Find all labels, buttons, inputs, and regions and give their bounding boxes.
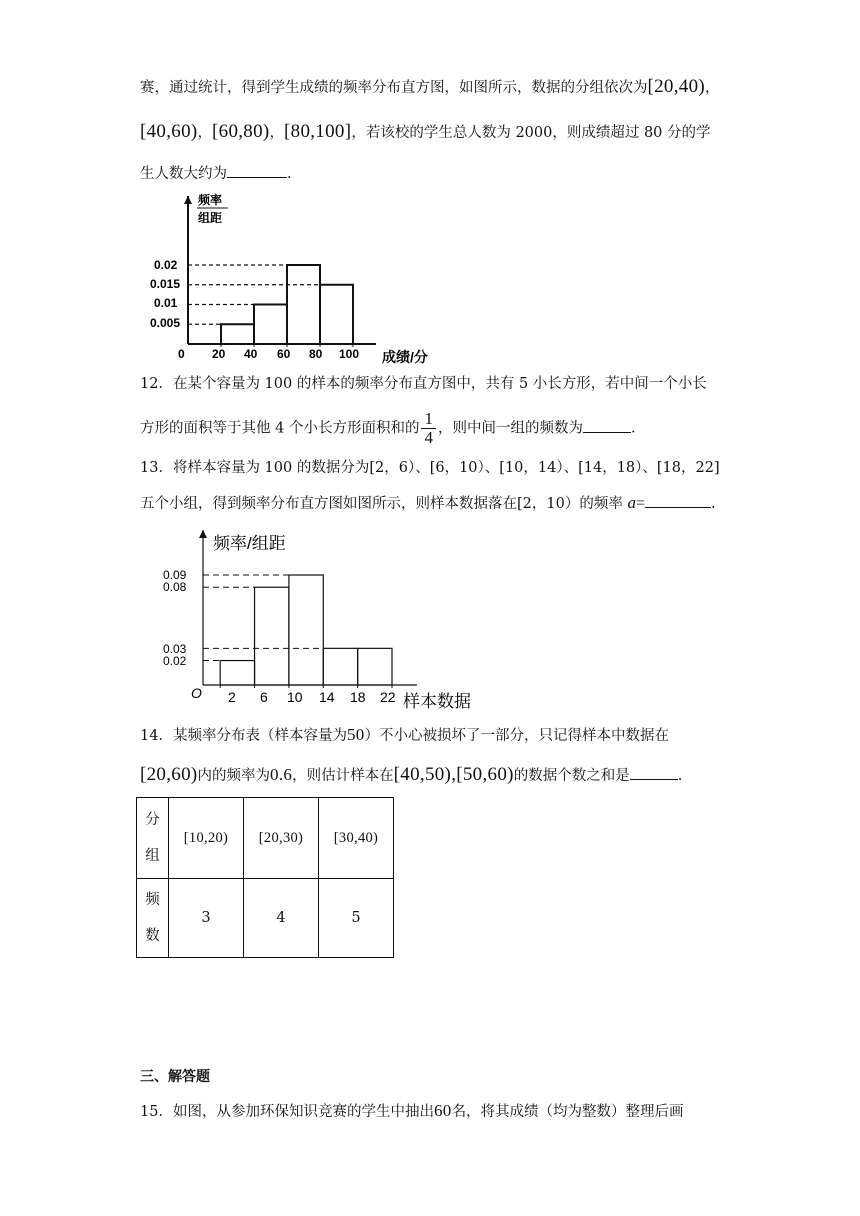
- chart2-origin: O: [191, 685, 202, 701]
- histogram-bar: [287, 265, 320, 344]
- interval-20-40: [20,40): [647, 76, 706, 97]
- chart1-ytick-label: 0.015: [150, 277, 181, 291]
- y-axis-arrow: [184, 196, 192, 204]
- q11-line-2: [40,60)，[60,80)，[80,100]，若该校的学生总人数为 2000，则成绩超过 80 分的学: [140, 121, 711, 142]
- answer-blank: [645, 493, 711, 508]
- answer-blank: [630, 765, 678, 780]
- histogram-bar: [220, 661, 254, 685]
- q12-line-2: 方形的面积等于其他 4 个小长方形面积和的 $\frac{1}{4}$ ，则中间一组的频数为 .: [140, 409, 636, 447]
- q11-line-1: 赛，通过统计，得到学生成绩的频率分布直方图，如图所示，数据的分组依次为[20,40)，: [140, 76, 720, 97]
- chart1-xtick-label: 40: [244, 347, 258, 361]
- chart2-xtick-label: 10: [287, 689, 303, 705]
- chart1-xtick-label: 60: [277, 347, 291, 361]
- histogram-bar: [358, 648, 392, 685]
- table-count-cell: 3: [169, 879, 244, 958]
- histogram-bar: [255, 587, 289, 685]
- chart1-xtick-label: 80: [309, 347, 323, 361]
- q13-line-1: 13．将样本容量为 100 的数据分为[2，6）、[6，10）、[10，14）、[14，18）、[18，22]: [140, 460, 720, 476]
- q14-line-2: [20,60)内的频率为0.6，则估计样本在[40,50),[50,60)的数据个数之和是 .: [140, 764, 683, 785]
- table-group-cell: [30,40): [319, 798, 394, 879]
- histogram-scores: [140, 192, 470, 372]
- q12-line-1: 12．在某个容量为 100 的样本的频率分布直方图中，共有 5 小长方形，若中间一个小长: [140, 376, 707, 392]
- answer-blank: [227, 163, 287, 178]
- table-row: [137, 798, 394, 879]
- table-group-cell: [10,20): [169, 798, 244, 879]
- chart2-ytick-label: 0.09: [163, 568, 187, 582]
- histogram-bar: [289, 575, 323, 685]
- histogram-bar: [320, 285, 353, 344]
- chart1-xlabel: 成绩/分: [382, 349, 428, 365]
- histogram-bar: [221, 324, 254, 344]
- histogram-bar: [323, 648, 357, 685]
- q13-line-2: 五个小组，得到频率分布直方图如图所示，则样本数据落在[2，10）的频率 a= .: [140, 493, 716, 512]
- interval-80-100: [80,100]: [284, 121, 352, 142]
- chart2-ytick-label: 0.02: [163, 654, 187, 668]
- fraction-one-quarter: $\frac{1}{4}$: [421, 410, 436, 447]
- chart1-ytick-label: 0.005: [150, 316, 181, 330]
- y-axis-arrow: [199, 530, 207, 538]
- interval-60-80: [60,80): [212, 121, 270, 142]
- chart2-xtick-label: 14: [319, 689, 335, 705]
- chart1-xtick-label: 100: [339, 347, 360, 361]
- table-count-cell: 5: [319, 879, 394, 958]
- chart1-ytick-label: 0.02: [154, 258, 178, 272]
- chart1-xtick-label: 20: [212, 347, 226, 361]
- chart2-xlabel: 样本数据: [403, 692, 471, 711]
- chart2-xtick-label: 22: [380, 689, 396, 705]
- chart1-ytick-label: 0.01: [154, 296, 178, 310]
- section-title: 三、解答题: [140, 1069, 210, 1085]
- chart2-ytick-label: 0.08: [163, 580, 187, 594]
- table-row: [137, 879, 394, 958]
- table-count-cell: 4: [244, 879, 319, 958]
- chart1-ylabel-bottom: 组距: [198, 211, 223, 225]
- interval-40-60: [40,60): [140, 121, 198, 142]
- chart1-ylabel-top: 频率: [198, 193, 223, 207]
- histogram-sample-data: [155, 527, 485, 712]
- table-group-cell: [20,30): [244, 798, 319, 879]
- chart2-ylabel: 频率/组距: [213, 534, 286, 553]
- chart2-ytick-label: 0.03: [163, 642, 187, 656]
- histogram-bar: [254, 305, 287, 345]
- chart2-xtick-label: 6: [260, 689, 268, 705]
- table-header-cell: 分 组: [137, 798, 169, 879]
- answer-blank: [583, 418, 631, 433]
- chart1-origin: 0: [178, 347, 185, 361]
- q11-line-3: 生人数大约为 .: [140, 163, 292, 184]
- chart2-xtick-label: 18: [350, 689, 366, 705]
- table-header-cell: 频 数: [137, 879, 169, 958]
- q15-line-1: 15．如图，从参加环保知识竞赛的学生中抽出60名，将其成绩（均为整数）整理后画: [140, 1101, 684, 1120]
- chart2-xtick-label: 2: [228, 689, 236, 705]
- q14-line-1: 14．某频率分布表（样本容量为50）不小心被损坏了一部分，只记得样本中数据在: [140, 725, 670, 744]
- frequency-table: [136, 797, 394, 958]
